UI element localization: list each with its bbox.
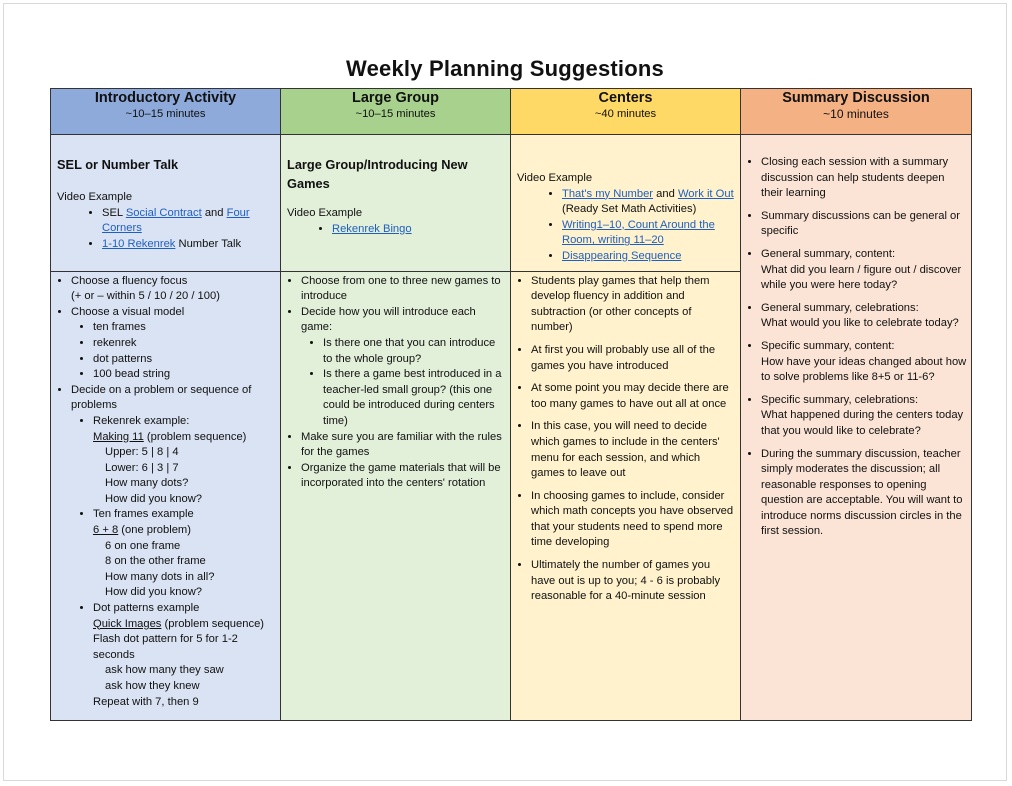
- summary-cell: [741, 135, 972, 721]
- list-item: How many dots?: [105, 477, 189, 490]
- ten-frame-lines: [93, 539, 274, 601]
- column-header-large-group: [281, 89, 511, 135]
- list-item: • Specific summary, content: How have your ideas changed about how to solve problems like 8+5 or 11-6?: [761, 339, 967, 386]
- dot-pattern-lines: [93, 663, 274, 694]
- link-four-corners[interactable]: Four Corners: [102, 206, 250, 235]
- column-duration: ~40 minutes: [594, 108, 657, 120]
- list-item: • Dot patterns example Quick Images (problem sequence) Flash dot pattern for 5 for 1-2 seconds ask how many they saw ask how they knew Repeat with 7, then 9: [93, 601, 274, 710]
- video-joiner: and: [201, 206, 227, 219]
- list-item: • Closing each session with a summary discussion can help students deepen their learning: [761, 155, 967, 202]
- video-label: Video Example: [57, 191, 133, 203]
- list-item: • Ultimately the number of games you have out is up to you; 4 - 6 is probably reasonable for a 40-minute session: [531, 558, 734, 605]
- list-item: [332, 222, 504, 238]
- list-item: [102, 237, 274, 253]
- large-group-video-list: [287, 222, 504, 238]
- visual-model-list: [71, 320, 274, 382]
- column-title: Introductory Activity: [94, 90, 237, 106]
- centers-steps-cell: [511, 271, 741, 720]
- list-item: • Choose from one to three new games to introduce: [301, 274, 504, 305]
- list-item: • General summary, celebrations: What would you like to celebrate today?: [761, 301, 967, 332]
- large-group-steps-cell: [281, 271, 511, 720]
- list-item: • At some point you may decide there are too many games to have out all at once: [531, 381, 734, 412]
- list-item: • Decide on a problem or sequence of problems • Rekenrek example: Making 11 (problem sequence) Upper: 5 | 8 | 4 Lower: 6 | 3 | 7 How many dots? How did you know? • Ten frames example 6 + 8 (one problem) 6 on one frame 8 on the other frame How many dots in all? How did you know? • Dot patterns example Quick Images (problem sequence) Flash dot pattern for 5 for 1-2 seconds ask how many they saw ask how they knew Repeat with 7, then 9: [71, 383, 274, 710]
- list-item: How did you know?: [105, 492, 203, 505]
- column-duration: ~10–15 minutes: [125, 108, 206, 120]
- list-item: • Choose a visual model • ten frames • rekenrek • dot patterns • 100 bead string: [71, 305, 274, 383]
- list-item: • During the summary discussion, teacher simply moderates the discussion; all reasonable responses to opening question are acceptable. You will want to introduce norms discussion circles in the first session.: [761, 447, 967, 541]
- link-making-11[interactable]: Making 11: [93, 430, 144, 443]
- column-header-intro: [51, 89, 281, 135]
- list-item: • In choosing games to include, consider which math concepts you have observed that your students need to spend more time developing: [531, 489, 734, 551]
- list-item: • Make sure you are familiar with the rules for the games: [301, 430, 504, 461]
- list-item: How did you know?: [105, 586, 203, 599]
- large-group-steps-list: [283, 274, 504, 492]
- video-suffix: (Ready Set Math Activities): [562, 203, 697, 216]
- video-prefix: SEL: [102, 206, 126, 219]
- column-header-summary: [741, 89, 972, 135]
- videos-row: [51, 135, 972, 272]
- list-item: • Specific summary, celebrations: What happened during the centers today that you would like to celebrate?: [761, 393, 967, 440]
- centers-video-list: [517, 187, 734, 265]
- list-item: • 100 bead string: [93, 367, 274, 383]
- centers-steps-list: [513, 274, 734, 605]
- list-item: • Decide how you will introduce each game: • Is there one that you can introduce to the whole group? • Is there a game best introduced in a teacher-led small group? (this one could be introduced during centers time): [301, 305, 504, 430]
- column-title: Centers: [598, 90, 653, 106]
- list-item: • dot patterns: [93, 352, 274, 368]
- link-thats-my-number[interactable]: That's my Number: [562, 187, 654, 200]
- intro-video-cell: [51, 135, 281, 272]
- planning-table: [50, 88, 972, 721]
- list-item: • At first you will probably use all of the games you have introduced: [531, 343, 734, 374]
- list-item: [102, 206, 274, 237]
- video-suffix: Number Talk: [175, 237, 242, 250]
- list-item: How many dots in all?: [105, 570, 215, 583]
- list-item: • In this case, you will need to decide which games to include in the centers' menu for each session, and which games to leave out: [531, 419, 734, 481]
- list-item: ask how many they saw: [105, 664, 224, 677]
- list-item: • Choose a fluency focus (+ or – within 5 / 10 / 20 / 100): [71, 274, 274, 305]
- rekenrek-lines: [93, 445, 274, 507]
- introduce-options-list: [301, 336, 504, 430]
- link-writing-count-around[interactable]: Writing1–10, Count Around the Room, writing 11–20: [562, 218, 715, 247]
- link-social-contract[interactable]: Social Contract: [125, 206, 202, 219]
- list-item: • General summary, content: What did you learn / figure out / discover while you were here today?: [761, 247, 967, 294]
- page-title: Weekly Planning Suggestions: [346, 56, 664, 81]
- list-item: [562, 187, 734, 218]
- link-disappearing-sequence[interactable]: Disappearing Sequence: [562, 249, 682, 262]
- column-duration: ~10–15 minutes: [355, 108, 436, 120]
- list-item: • Organize the game materials that will be incorporated into the centers' rotation: [301, 461, 504, 492]
- list-item: • Rekenrek example: Making 11 (problem sequence) Upper: 5 | 8 | 4 Lower: 6 | 3 | 7 How many dots? How did you know?: [93, 414, 274, 508]
- centers-video-cell: [511, 135, 741, 272]
- video-label: Video Example: [517, 172, 593, 184]
- column-duration: ~10 minutes: [823, 107, 889, 121]
- link-rekenrek-number-talk[interactable]: 1-10 Rekenrek: [102, 237, 176, 250]
- intro-video-list: [57, 206, 274, 253]
- list-item: ask how they knew: [105, 680, 200, 692]
- header-row: [51, 89, 972, 135]
- list-item: 6 on one frame: [105, 539, 181, 552]
- list-item: Upper: 5 | 8 | 4: [105, 446, 179, 459]
- list-item: • Is there a game best introduced in a teacher-led small group? (this one could be introduced during centers time): [323, 367, 504, 429]
- column-title: Summary Discussion: [782, 90, 930, 106]
- intro-steps-cell: [51, 271, 281, 720]
- large-group-video-cell: [281, 135, 511, 272]
- list-item: [562, 218, 734, 249]
- list-item: • Ten frames example 6 + 8 (one problem) 6 on one frame 8 on the other frame How many dots in all? How did you know?: [93, 507, 274, 601]
- column-header-centers: [511, 89, 741, 135]
- list-item: • ten frames: [93, 320, 274, 336]
- list-item: Lower: 6 | 3 | 7: [105, 461, 179, 474]
- list-item: • Students play games that help them develop fluency in addition and subtraction (or other concepts of number): [531, 274, 734, 336]
- intro-steps-list: [53, 274, 274, 711]
- link-work-it-out[interactable]: Work it Out: [677, 187, 734, 200]
- list-item: • Is there one that you can introduce to the whole group?: [323, 336, 504, 367]
- list-item: [562, 249, 734, 265]
- document-page: [3, 3, 1007, 781]
- video-label: Video Example: [287, 207, 363, 219]
- video-joiner: and: [653, 187, 678, 200]
- link-rekenrek-bingo[interactable]: Rekenrek Bingo: [332, 222, 412, 235]
- list-item: • Summary discussions can be general or specific: [761, 209, 967, 240]
- list-item: 8 on the other frame: [105, 555, 206, 568]
- large-group-section-title: Large Group/Introducing New Games: [287, 157, 468, 191]
- intro-section-title: SEL or Number Talk: [57, 157, 179, 172]
- link-quick-images[interactable]: Quick Images: [93, 617, 162, 630]
- column-title: Large Group: [351, 90, 439, 106]
- list-item: • rekenrek: [93, 336, 274, 352]
- summary-list: [743, 155, 967, 540]
- example-list: [71, 414, 274, 710]
- link-6-plus-8[interactable]: 6 + 8: [93, 524, 119, 537]
